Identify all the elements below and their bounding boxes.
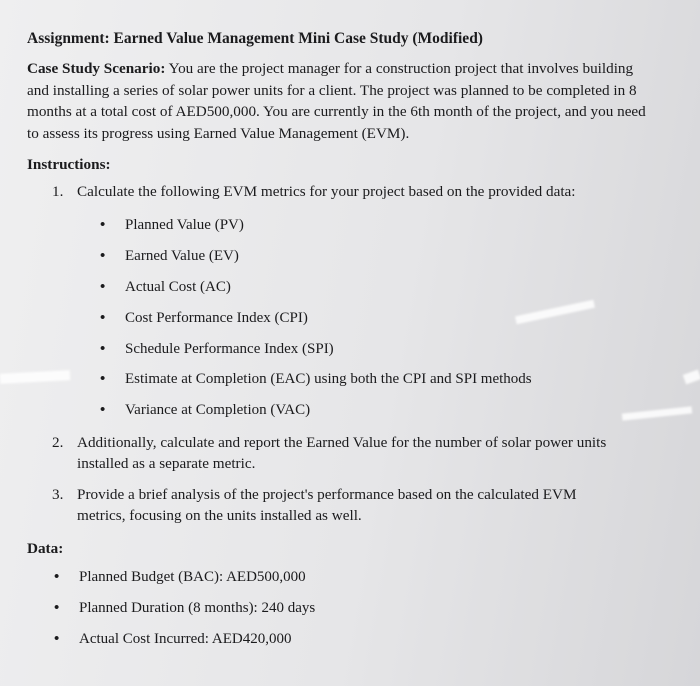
step-text-line-1: Provide a brief analysis of the project's performance based on the calculated EVM [77,486,577,503]
data-item: Planned Budget (BAC): AED500,000 [79,569,306,585]
step-text: Calculate the following EVM metrics for your project based on the provided data: [77,183,576,200]
bullet-icon: • [54,600,60,616]
scenario-label: Case Study Scenario: [27,60,166,77]
case-study-scenario [27,58,652,144]
step-number: 2. [52,434,64,451]
bullet-icon: • [54,569,60,585]
data-item: Planned Duration (8 months): 240 days [79,600,316,616]
scenario-text: You are the project manager for a construction project that involves building and installing a series of solar power units for a client. The project was planned to be completed in 8 months at a total cost of AED500,000. You are currently in the 6th month of the project, and you need to assess its progress using Earned Value Management (EVM). [27,60,646,142]
metric-label: Schedule Performance Index (SPI) [125,341,334,357]
instructions-heading: Instructions: [27,156,111,173]
step-text-line-2: metrics, focusing on the units installed as well. [77,507,362,524]
data-item: Actual Cost Incurred: AED420,000 [79,631,292,647]
step-text-line-1: Additionally, calculate and report the Earned Value for the number of solar power units [77,434,607,451]
bullet-icon: • [100,248,106,264]
bullet-icon: • [100,279,106,295]
metric-label: Actual Cost (AC) [125,279,231,295]
step-number: 1. [52,183,64,200]
metric-label: Estimate at Completion (EAC) using both the CPI and SPI methods [125,371,532,387]
data-heading: Data: [27,540,64,557]
bullet-icon: • [100,217,106,233]
bullet-icon: • [100,371,106,387]
bullet-icon: • [100,402,106,418]
step-text-line-2: installed as a separate metric. [77,455,256,472]
glare-streak [683,370,700,385]
glare-streak [515,300,595,324]
glare-streak [622,406,692,420]
metric-label: Earned Value (EV) [125,248,239,264]
metric-label: Cost Performance Index (CPI) [125,310,308,326]
assignment-title: Assignment: Earned Value Management Mini Case Study (Modified) [27,30,483,47]
metric-label: Variance at Completion (VAC) [125,402,311,418]
step-number: 3. [52,486,64,503]
glare-streak [0,370,70,384]
bullet-icon: • [54,631,60,647]
metric-label: Planned Value (PV) [125,217,244,233]
bullet-icon: • [100,341,106,357]
bullet-icon: • [100,310,106,326]
